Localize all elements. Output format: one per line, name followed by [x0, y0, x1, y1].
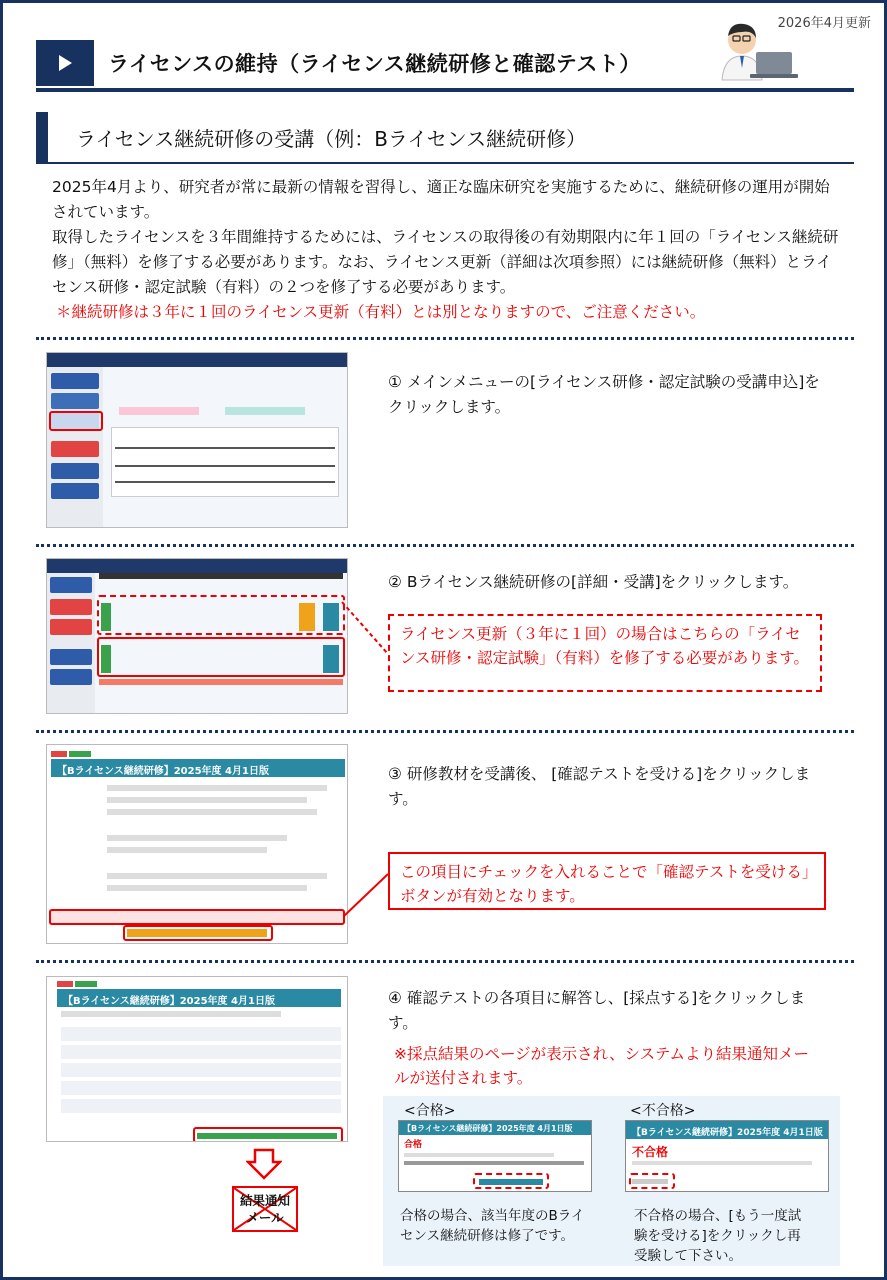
- course-list-screenshot: [46, 558, 348, 714]
- person-at-laptop-icon: [712, 18, 802, 88]
- screenshot-question: [61, 1063, 341, 1077]
- highlight-pass-button: [473, 1173, 549, 1189]
- highlight-retry-button: [629, 1173, 675, 1189]
- section-heading: [36, 112, 854, 162]
- screenshot-text-row: [107, 873, 327, 879]
- screenshot-text-row: [107, 885, 307, 891]
- pass-screen-title: 【Bライセンス継続研修】2025年度 4月1日版: [399, 1121, 591, 1135]
- screenshot-text-row: [107, 809, 317, 815]
- fail-screen-title: 【Bライセンス継続研修】2025年度 4月1日版: [626, 1121, 828, 1139]
- screenshot-question: [61, 1027, 341, 1041]
- highlight-license-menu: [49, 411, 103, 431]
- menu-item: [50, 649, 92, 665]
- screenshot-question: [61, 1099, 341, 1113]
- step4-text: ④ 確認テストの各項目に解答し、[採点する]をクリックします。: [388, 989, 806, 1032]
- intro-warning: ＊継続研修は３年に１回のライセンス更新（有料）とは別となりますので、ご注意ください。: [56, 303, 706, 321]
- screenshot-line: [115, 447, 335, 449]
- screenshot-detail-buttons: [323, 603, 339, 631]
- mail-icon: [232, 1186, 298, 1232]
- fail-text-row: [632, 1161, 812, 1165]
- update-date: 2026年4月更新: [777, 16, 871, 31]
- screenshot-title: 【Bライセンス継続研修】2025年度 4月1日版: [57, 989, 341, 1007]
- screenshot-bottom-bar: [99, 679, 343, 685]
- screenshot-tag: [69, 751, 91, 757]
- menu-item: [51, 483, 99, 499]
- screenshot-title: 【Bライセンス継続研修】2025年度 4月1日版: [51, 759, 345, 777]
- divider: [36, 730, 854, 733]
- main-menu-screenshot: [46, 352, 348, 528]
- screenshot-orange-cells: [299, 603, 315, 631]
- test-screenshot: [46, 976, 348, 1142]
- intro-text: [52, 175, 842, 325]
- screenshot-tag: [51, 751, 67, 757]
- pass-text-row: [404, 1153, 554, 1157]
- banner-title: ライセンスの維持（ライセンス継続研修と確認テスト）: [108, 52, 641, 76]
- screenshot-header-bar: [47, 559, 347, 573]
- menu-item: [51, 373, 99, 389]
- highlight-grade-button: [193, 1127, 343, 1142]
- screenshot-tag: [75, 981, 97, 987]
- step3-text: ③ 研修教材を受講後、 [確認テストを受ける]をクリックします。: [388, 765, 811, 808]
- callout-arrow: [340, 870, 392, 920]
- step4-note: ※採点結果のページが表示され、システムより結果通知メールが送付されます。: [394, 1045, 810, 1087]
- divider: [36, 337, 854, 340]
- menu-item: [50, 577, 92, 593]
- step2-text: ② Bライセンス継続研修の[詳細・受講]をクリックします。: [388, 573, 799, 591]
- section-bar: [36, 112, 48, 162]
- fail-label: <不合格>: [630, 1103, 696, 1119]
- screenshot-text-row: [61, 1011, 281, 1017]
- divider: [36, 960, 854, 963]
- divider: [36, 544, 854, 547]
- step2-note: ライセンス更新（３年に１回）の場合はこちらの「ライセンス研修・認定試験」（有料）を修了する必要があります。: [388, 614, 822, 692]
- fail-heading: 不合格: [632, 1145, 669, 1159]
- pass-heading: 合格: [404, 1140, 423, 1150]
- down-arrow-icon: [246, 1148, 282, 1180]
- banner-rule: [36, 88, 854, 92]
- screenshot-title-bar: [99, 573, 343, 579]
- mail-label: 結果通知メール: [239, 1193, 290, 1225]
- step3-note: この項目にチェックを入れることで「確認テストを受ける」ボタンが有効となります。: [388, 852, 826, 910]
- highlight-continuing-training: [97, 637, 345, 677]
- main-banner: [36, 40, 672, 86]
- intro-line1: 2025年4月より、研究者が常に最新の情報を習得し、適正な臨床研究を実施するために、継続研修の運用が開始されています。: [52, 178, 830, 221]
- step1-text: ① メインメニューの[ライセンス研修・認定試験の受講申込]をクリックします。: [388, 373, 820, 416]
- screenshot-line: [115, 481, 335, 483]
- screenshot-text-row: [107, 847, 267, 853]
- training-screenshot: [46, 744, 348, 944]
- intro-line2: 取得したライセンスを３年間維持するためには、ライセンスの取得後の有効期限内に年１回の「ライセンス継続研修」（無料）を修了する必要があります。なお、ライセンス更新（詳細は次項参照）には継続研修（無料）とライセンス研修・認定試験（有料）の２つを修了する必要があります。: [52, 228, 839, 296]
- pass-screenshot: [398, 1120, 592, 1192]
- menu-item: [51, 393, 99, 409]
- fail-caption: 不合格の場合、[もう一度試験を受ける]をクリックし再受験して下さい。: [634, 1208, 802, 1264]
- screenshot-sidebar: [47, 573, 95, 714]
- section-rule: [36, 162, 854, 164]
- menu-item: [50, 619, 92, 635]
- menu-item: [51, 463, 99, 479]
- menu-item: [50, 599, 92, 615]
- screenshot-pink-button: [119, 407, 199, 415]
- screenshot-question: [61, 1081, 341, 1095]
- fail-screenshot: [625, 1120, 829, 1192]
- menu-item-license: [51, 441, 99, 457]
- pass-caption: 合格の場合、該当年度のBライセンス継続研修は修了です。: [400, 1208, 585, 1244]
- screenshot-line: [115, 465, 335, 467]
- pass-label: <合格>: [404, 1103, 456, 1119]
- screenshot-question: [61, 1045, 341, 1059]
- screenshot-green-cells: [101, 603, 111, 631]
- callout-arrow-dashed: [340, 600, 392, 660]
- screenshot-text-row: [107, 797, 307, 803]
- play-arrow-icon: [36, 40, 94, 86]
- highlight-test-button: [123, 925, 273, 941]
- screenshot-tag: [57, 981, 73, 987]
- screenshot-green-button: [225, 407, 305, 415]
- section-title: ライセンス継続研修の受講（例：Bライセンス継続研修）: [76, 126, 587, 151]
- screenshot-green-cells: [101, 645, 111, 673]
- screenshot-text-row: [107, 835, 287, 841]
- screenshot-panel: [111, 427, 339, 497]
- screenshot-header-bar: [47, 353, 347, 367]
- screenshot-detail-buttons: [323, 645, 339, 673]
- pass-text-row: [404, 1161, 584, 1165]
- screenshot-text-row: [107, 785, 327, 791]
- menu-item: [50, 669, 92, 685]
- highlight-checkbox: [49, 909, 345, 925]
